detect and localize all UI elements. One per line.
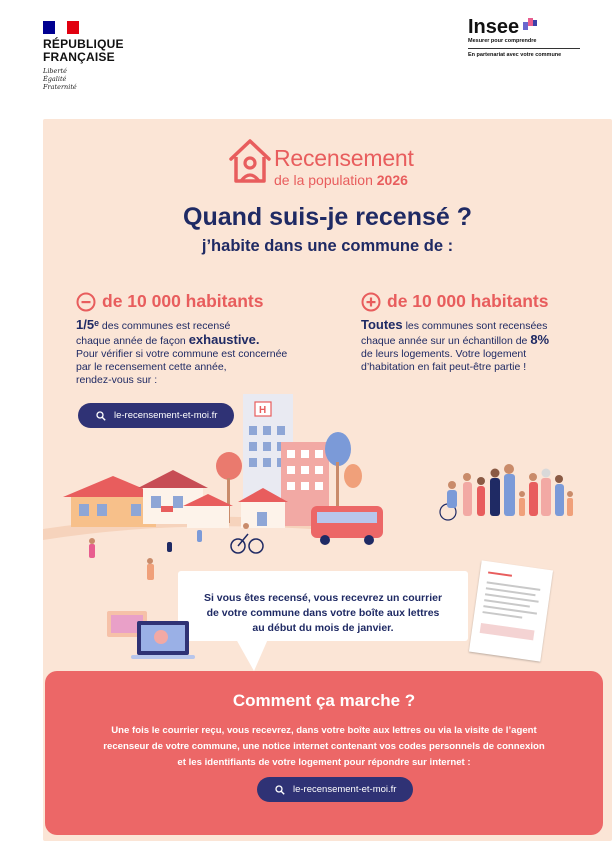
insee-name: Insee: [468, 16, 520, 38]
insee-logo: [468, 16, 580, 58]
large-text-line1: les communes sont recensées: [402, 320, 548, 332]
town-illustration: [43, 394, 612, 594]
plus-circle-icon: [361, 292, 381, 312]
small-communes-text: [76, 318, 326, 387]
large-text-line4: d’habitation en fait peut-être partie !: [361, 361, 527, 373]
house-person-icon: [228, 137, 272, 187]
small-communes-heading-text: de 10 000 habitants: [102, 291, 264, 311]
insee-partner: En partenariat avec votre commune: [468, 52, 562, 58]
mail-line2: de votre commune dans votre boîte aux lettres: [206, 607, 440, 619]
toutes-word: Toutes: [361, 317, 403, 332]
how-it-works-panel: [45, 671, 603, 835]
large-communes-heading: [361, 291, 591, 312]
campaign-subtitle-prefix: de la population: [274, 172, 373, 188]
rf-name-line1: RÉPUBLIQUE: [43, 37, 124, 51]
large-communes-text: [361, 318, 591, 374]
campaign-title: Recensement: [274, 145, 414, 171]
small-communes-heading: [76, 291, 326, 312]
insee-wordmark: [468, 16, 519, 38]
large-communes-heading-text: de 10 000 habitants: [387, 291, 549, 311]
poster: [43, 119, 612, 841]
motto-liberte: Liberté: [43, 67, 67, 75]
large-text-line3: de leurs logements. Votre logement: [361, 348, 527, 360]
how-it-works-title: Comment ça marche ?: [232, 691, 416, 710]
small-text-line2: chaque année de façon: [76, 335, 189, 347]
website-link-button-bottom[interactable]: [257, 777, 413, 802]
rf-name-line2: FRANÇAISE: [43, 50, 115, 64]
divider: [468, 48, 580, 49]
campaign-subtitle: [274, 172, 408, 188]
rf-motto: [43, 67, 153, 91]
laptop-illustration: [101, 607, 201, 663]
letter-document-illustration: [469, 560, 553, 661]
fraction-value: 1/5ᵉ: [76, 317, 99, 332]
large-communes-section: [361, 291, 591, 374]
website-link-text: le-recensement-et-moi.fr: [114, 410, 218, 421]
recensement-logo: [228, 137, 448, 189]
french-flag-icon: [43, 21, 79, 34]
mail-line1: Si vous êtes recensé, vous recevrez un courrier: [203, 592, 443, 604]
motto-egalite: Égalité: [43, 75, 67, 83]
small-text-line5: rendez-vous sur :: [76, 374, 158, 386]
how-line3: et les identifiants de votre logement pour répondre sur internet :: [177, 757, 471, 768]
motto-fraternite: Fraternité: [43, 83, 77, 91]
small-text-line3: Pour vérifier si votre commune est concernée: [76, 348, 288, 360]
svg-text:H: H: [259, 405, 267, 416]
insee-mark-icon: [523, 18, 537, 30]
small-communes-section: [76, 291, 326, 387]
how-line2: recenseur de votre commune, une notice internet contenant vos codes personnels de connexion: [103, 741, 545, 752]
small-text-line1: des communes est recensé: [98, 320, 231, 332]
bubble-tail: [236, 639, 268, 671]
exhaustive-word: exhaustive.: [188, 332, 260, 347]
large-text-line2: chaque année sur un échantillon de: [361, 335, 531, 347]
percent-value: 8%: [530, 332, 550, 347]
search-icon: [275, 785, 285, 795]
how-it-works-text: [77, 723, 571, 771]
insee-tagline: Mesurer pour comprendre: [468, 38, 537, 44]
question-title: Quand suis-je recensé ?: [183, 203, 472, 231]
how-line1: Une fois le courrier reçu, vous recevrez, dans votre boîte aux lettres ou via la visite de l’agent: [111, 725, 537, 736]
population-group-illustration: [440, 464, 573, 520]
mail-line3: au début du mois de janvier.: [252, 622, 394, 634]
campaign-year: 2026: [376, 172, 408, 188]
republique-francaise-logo: [43, 21, 153, 91]
mail-info-text: [188, 591, 458, 636]
minus-circle-icon: [76, 292, 96, 312]
website-link-text-bottom: le-recensement-et-moi.fr: [293, 784, 397, 795]
question-subtitle: j’habite dans une commune de :: [201, 237, 454, 255]
small-text-line4: par le recensement cette année,: [76, 361, 227, 373]
